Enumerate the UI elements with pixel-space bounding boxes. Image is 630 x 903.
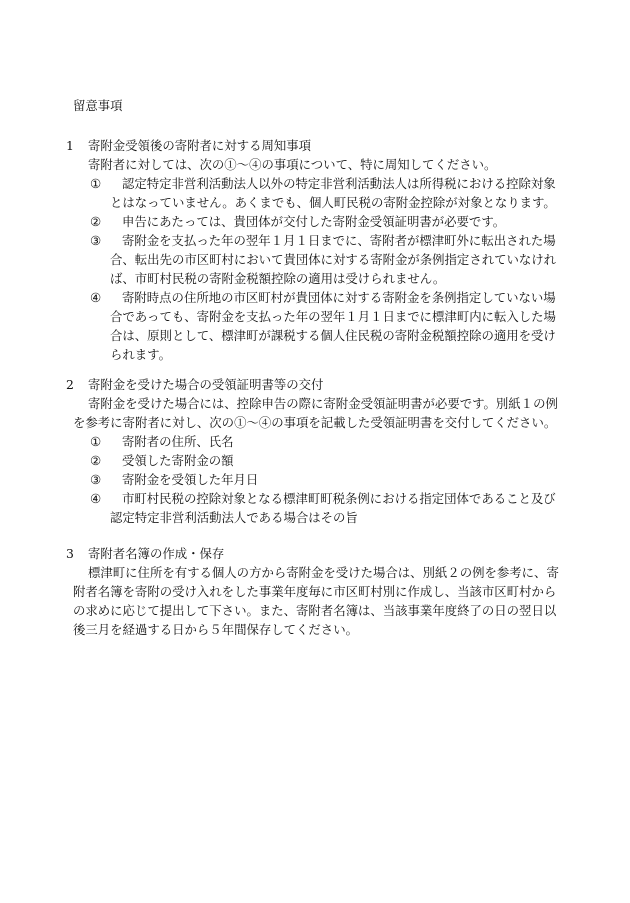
section-heading [66, 375, 323, 394]
item-text-line: 申告にあたっては、貴団体が交付した寄附金受領証明書が必要です。 [122, 214, 506, 229]
item-text-line: 寄附金を支払った年の翌年１月１日までに、寄附者が標津町外に転出された場 [122, 233, 556, 248]
item-marker: ② [90, 453, 102, 468]
item-marker: ① [90, 434, 102, 449]
section-heading-text: 寄附金受領後の寄附者に対する周知事項 [88, 138, 312, 153]
section-intro-line: 寄附者に対しては、次の①～④の事項について、特に周知してください。 [88, 157, 497, 172]
item-text-line: ば、市町村民税の寄附金税額控除の適用は受けられません。 [110, 271, 446, 286]
item-text-line: 合、転出先の市区町村において貴団体に対する寄附金が条例指定されていなけれ [110, 252, 557, 267]
item-text-line: 認定特定非営利活動法人以外の特定非営利活動法人は所得税における控除対象 [122, 176, 556, 191]
section-heading [66, 136, 311, 155]
item-text-line: 合は、原則として、標津町が課税する個人住民税の寄附金税額控除の適用を受け [110, 328, 556, 343]
item-marker: ④ [90, 491, 102, 506]
section-intro-line: 標津町に住所を有する個人の方から寄附金を受けた場合は、別紙２の例を参考に、寄 [88, 565, 559, 580]
section-intro-line: 附者名簿を寄附の受け入れをした事業年度毎に市区町村別に作成し、当該市区町村から [73, 584, 557, 599]
item-marker: ④ [90, 290, 102, 305]
section-intro-line: 後三月を経過する日から５年間保存してください。 [73, 622, 358, 637]
section-number: 3 [66, 546, 74, 561]
item-marker: ② [90, 214, 102, 229]
item-marker: ③ [90, 472, 102, 487]
item-text-line: とはなっていません。あくまでも、個人町民税の寄附金控除が対象となります。 [110, 195, 556, 210]
section-number: 2 [66, 377, 74, 392]
section-heading [66, 544, 224, 563]
section-number: 1 [66, 138, 74, 153]
item-text-line: 寄附時点の住所地の市区町村が貴団体に対する寄附金を条例指定していない場 [122, 290, 556, 305]
section-intro-line: を参考に寄附者に対し、次の①～④の事項を記載した受領証明書を交付してください。 [73, 415, 557, 430]
item-text-line: 市町村民税の控除対象となる標津町町税条例における指定団体であること及び [122, 491, 556, 506]
item-text-line: 認定特定非営利活動法人である場合はその旨 [110, 510, 358, 525]
section-intro-line: 寄附金を受けた場合には、控除申告の際に寄附金受領証明書が必要です。別紙１の例 [88, 396, 558, 411]
item-marker: ③ [90, 233, 102, 248]
section-heading-text: 寄附者名簿の作成・保存 [88, 546, 225, 561]
item-text-line: られます。 [110, 347, 171, 362]
item-text-line: 合であっても、寄附金を支払った年の翌年１月１日までに標津町内に転入した場 [110, 309, 556, 324]
section-intro-line: の求めに応じて提出して下さい。また、寄附者名簿は、当該事業年度終了の日の翌日以 [73, 603, 557, 618]
item-text-line: 寄附者の住所、氏名 [122, 434, 234, 449]
item-text-line: 寄附金を受領した年月日 [122, 472, 259, 487]
document-title: 留意事項 [73, 98, 123, 113]
item-text-line: 受領した寄附金の額 [122, 453, 234, 468]
item-marker: ① [90, 176, 102, 191]
section-heading-text: 寄附金を受けた場合の受領証明書等の交付 [88, 377, 324, 392]
